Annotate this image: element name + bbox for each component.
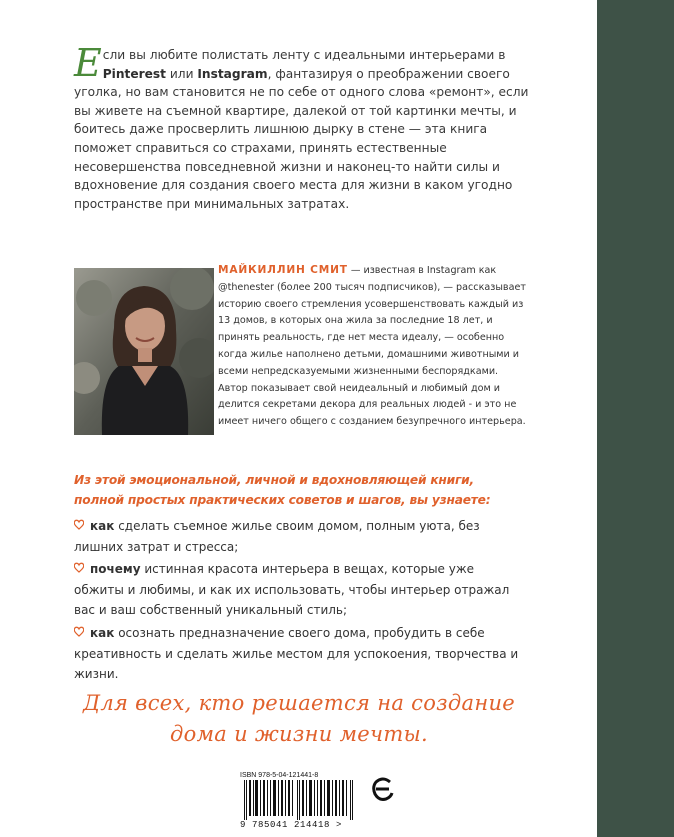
author-portrait-icon (74, 268, 214, 435)
list-item-text (74, 516, 524, 557)
pinterest-label: Pinterest (102, 66, 166, 81)
list-item-text (74, 623, 524, 685)
heart-icon (74, 626, 84, 638)
heart-icon (74, 562, 84, 574)
intro-line-2-pre: в (498, 48, 506, 62)
spine-band (597, 0, 674, 837)
barcode-icon (240, 780, 360, 820)
intro-paragraph (74, 41, 544, 213)
list-item-keyword: почему (90, 562, 141, 576)
list-item-keyword: как (90, 626, 115, 640)
author-bio (218, 262, 528, 431)
author-bio-text: — известная в Instagram как @thenester (более 200 тысяч подписчиков), — рассказывает историю своего стремления усовершенствовать каждый из 13 домов, в которых она жила за последние 18 лет, и принять реальность, где нет места идеалу, — особенно когда жилье наполнено детьми, домашними животными и всеми непредсказуемыми жизненными беспорядками. Автор показывает свой неидеальный и любимый дом и делится секретами декора для реальных людей - и это не имеет ничего общего с созданием безупречного интерьера. (218, 265, 526, 428)
list-item-body: осознать предназначение своего дома, пробудить в себе креативность и сделать жилье местом для успокоения, творчества и жизни. (74, 626, 519, 681)
list-item (74, 516, 524, 557)
author-name: МАЙКИЛЛИН СМИТ (218, 264, 348, 276)
tagline: Для всех, кто решается на создание дома и жизни мечты. (82, 691, 516, 746)
intro-body: , фантазируя о преображении своего уголка, но вам становится не по себе от одного слова «ремонт», если вы живете на съемной квартире, далекой от той картинки мечты, и боитесь даже просверлить лишнюю дырку в стене — эта книга поможет справиться со страхами, принять естественные несовершенства повседневной жизни и наконец-то найти силы и вдохновение для создания своего места для жизни в каком угодно пространстве при минимальных затратах. (74, 66, 529, 211)
list-item-body: сделать съемное жилье своим домом, полным уюта, без лишних затрат и стресса; (74, 519, 480, 554)
list-item (74, 559, 524, 621)
eksmo-logo-icon (372, 777, 394, 803)
list-item-text (74, 559, 524, 621)
intro-line-1: сли вы любите полистать ленту с идеальными интерьерами (102, 48, 495, 62)
barcode-digits: 9 785041 214418 > (240, 820, 343, 830)
list-item-keyword: как (90, 519, 115, 533)
isbn-label: ISBN 978-5-04-121441-8 (240, 772, 319, 779)
list-item (74, 623, 524, 685)
intro-line-2-mid: или (166, 66, 198, 81)
heart-icon (74, 519, 84, 531)
instagram-label: Instagram (197, 66, 268, 81)
lead-paragraph: Из этой эмоциональной, личной и вдохновляющей книги, полной простых практических советов и шагов, вы узнаете: (74, 473, 491, 507)
list-item-body: истинная красота интерьера в вещах, которые уже обжиты и любимы, и как их использовать, чтобы интерьер отражал вас и ваш собственный уникальный стиль; (74, 562, 510, 617)
drop-cap: Е (74, 41, 102, 85)
author-photo (74, 268, 214, 435)
